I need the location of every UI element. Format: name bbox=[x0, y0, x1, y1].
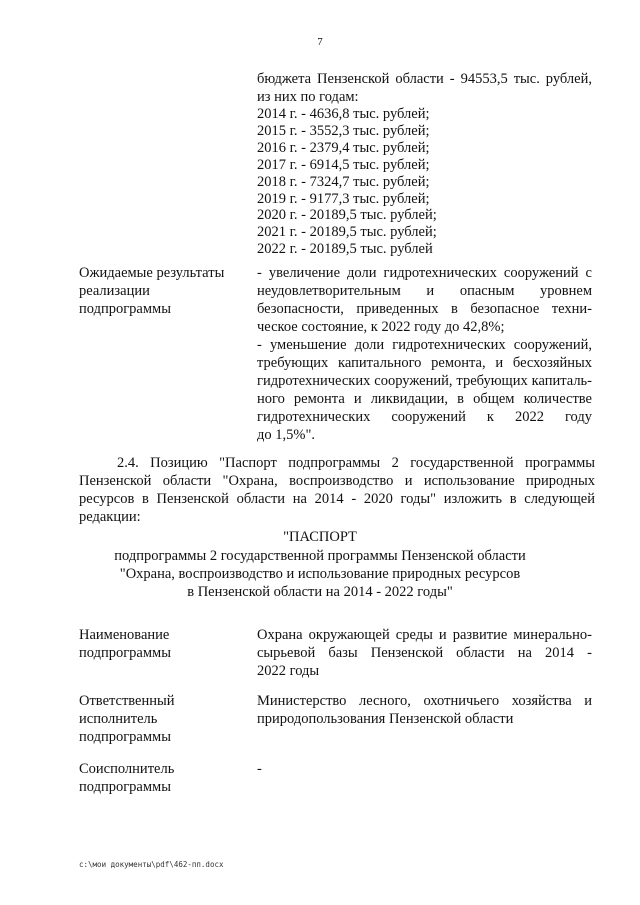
expected-results-line: ческое состояние, к 2022 году до 42,8%; bbox=[257, 319, 505, 335]
expected-results-line: неудовлетворительным и опасным уровнем bbox=[257, 283, 592, 299]
expected-results-line: - увеличение доли гидротехнических сооружений с bbox=[257, 265, 592, 281]
row-value: Охрана окружающей среды и развитие минерально- bbox=[257, 627, 592, 643]
expected-results-line: - уменьшение доли гидротехнических сооружений, bbox=[257, 337, 592, 353]
row-value: природопользования Пензенской области bbox=[257, 711, 514, 727]
budget-line: 2020 г. - 20189,5 тыс. рублей; bbox=[257, 207, 437, 223]
paragraph-line: ресурсов в Пензенской области на 2014 - 2020 годы" изложить в следующей bbox=[79, 491, 595, 507]
budget-line: 2014 г. - 4636,8 тыс. рублей; bbox=[257, 106, 430, 122]
expected-results-label: подпрограммы bbox=[79, 301, 171, 317]
paragraph-line: Пензенской области "Охрана, воспроизводство и использование природных bbox=[79, 473, 595, 489]
budget-line: 2016 г. - 2379,4 тыс. рублей; bbox=[257, 140, 430, 156]
row-label: подпрограммы bbox=[79, 779, 171, 795]
footer-file-path: c:\мои документы\pdf\462-пп.docx bbox=[79, 860, 224, 869]
expected-results-label: Ожидаемые результаты bbox=[79, 265, 225, 281]
budget-line: бюджета Пензенской области - 94553,5 тыс. рублей, bbox=[257, 71, 592, 87]
row-label: подпрограммы bbox=[79, 645, 171, 661]
passport-subtitle: "Охрана, воспроизводство и использование природных ресурсов bbox=[119, 566, 521, 582]
row-label: Ответственный bbox=[79, 693, 175, 709]
paragraph-line: редакции: bbox=[79, 509, 141, 525]
row-value: - bbox=[257, 761, 262, 777]
row-value: 2022 годы bbox=[257, 663, 320, 679]
row-label: подпрограммы bbox=[79, 729, 171, 745]
budget-line: 2022 г. - 20189,5 тыс. рублей bbox=[257, 241, 433, 257]
budget-line: 2019 г. - 9177,3 тыс. рублей; bbox=[257, 191, 430, 207]
row-label: исполнитель bbox=[79, 711, 158, 727]
row-label: Наименование bbox=[79, 627, 170, 643]
expected-results-line: гидротехнических сооружений, требующих капиталь- bbox=[257, 373, 592, 389]
paragraph-line: 2.4. Позицию "Паспорт подпрограммы 2 государственной программы bbox=[117, 455, 595, 471]
expected-results-line: до 1,5%". bbox=[257, 427, 315, 443]
expected-results-line: требующих капитального ремонта, и бесхозяйных bbox=[257, 355, 592, 371]
page-number: 7 bbox=[317, 36, 323, 48]
budget-line: 2021 г. - 20189,5 тыс. рублей; bbox=[257, 224, 437, 240]
expected-results-line: гидротехнических сооружений к 2022 году bbox=[257, 409, 592, 425]
row-label: Соисполнитель bbox=[79, 761, 175, 777]
passport-subtitle: в Пензенской области на 2014 - 2022 годы" bbox=[187, 584, 453, 600]
expected-results-line: ного ремонта и ликвидации, в общем количестве bbox=[257, 391, 592, 407]
budget-line: 2017 г. - 6914,5 тыс. рублей; bbox=[257, 157, 430, 173]
expected-results-line: безопасности, приведенных в безопасное техни- bbox=[257, 301, 592, 317]
budget-line: из них по годам: bbox=[257, 89, 359, 105]
passport-subtitle: подпрограммы 2 государственной программы Пензенской области bbox=[114, 548, 526, 564]
passport-title: "ПАСПОРТ bbox=[283, 529, 357, 545]
budget-line: 2018 г. - 7324,7 тыс. рублей; bbox=[257, 174, 430, 190]
expected-results-label: реализации bbox=[79, 283, 150, 299]
row-value: сырьевой базы Пензенской области на 2014 - bbox=[257, 645, 592, 661]
row-value: Министерство лесного, охотничьего хозяйства и bbox=[257, 693, 592, 709]
budget-line: 2015 г. - 3552,3 тыс. рублей; bbox=[257, 123, 430, 139]
